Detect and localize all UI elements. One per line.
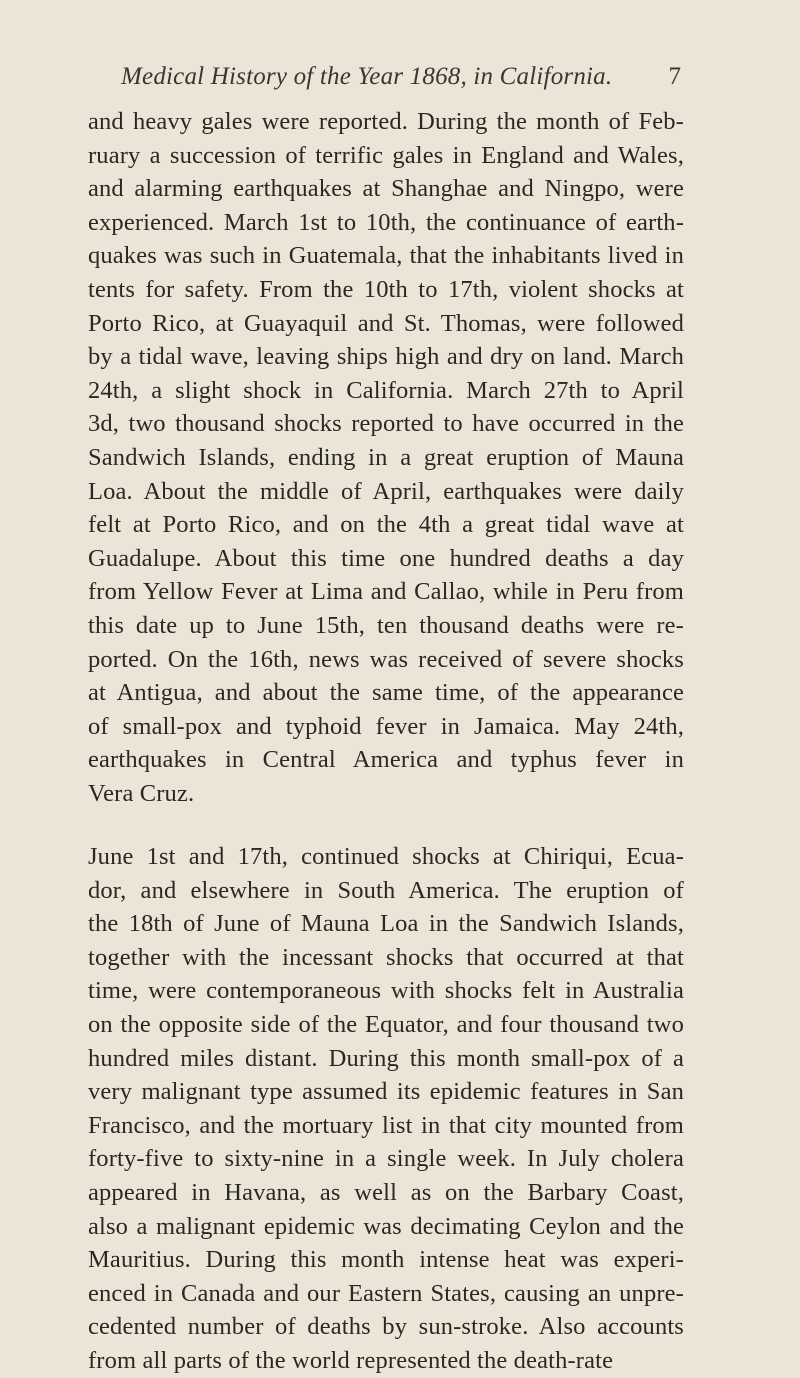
text-line: dor, and elsewhere in South America. The eruption of bbox=[88, 876, 684, 904]
text-line: very malignant type assumed its epidemic features in San bbox=[88, 1078, 684, 1106]
text-line: quakes was such in Guatemala, that the inhabitants lived in bbox=[88, 242, 684, 270]
text-line: Francisco, and the mortuary list in that city mounted from bbox=[88, 1111, 684, 1139]
text-line: 3d, two thousand shocks reported to have occurred in the bbox=[88, 410, 684, 438]
text-line: Vera Cruz. bbox=[88, 779, 195, 807]
text-line: time, were contemporaneous with shocks felt in Australia bbox=[88, 977, 684, 1005]
text-line: June 1st and 17th, continued shocks at Chiriqui, Ecua- bbox=[88, 843, 684, 870]
text-line: together with the incessant shocks that occurred at that bbox=[88, 943, 684, 971]
paragraph-2 bbox=[88, 840, 684, 1378]
text-line: from Yellow Fever at Lima and Callao, while in Peru from bbox=[88, 578, 684, 606]
running-head-title: Medical History of the Year 1868, in California. bbox=[121, 63, 613, 90]
text-line: felt at Porto Rico, and on the 4th a great tidal wave at bbox=[88, 511, 684, 539]
running-head bbox=[121, 62, 681, 92]
text-line: Mauritius. During this month intense heat was experi- bbox=[88, 1246, 684, 1274]
text-line: of small-pox and typhoid fever in Jamaica. May 24th, bbox=[88, 712, 684, 740]
text-line: Porto Rico, at Guayaquil and St. Thomas, were followed bbox=[88, 309, 684, 337]
text-line: from all parts of the world represented the death-rate bbox=[88, 1346, 614, 1374]
text-line: at Antigua, and about the same time, of the appearance bbox=[88, 679, 684, 707]
text-line: experienced. March 1st to 10th, the continuance of earth- bbox=[88, 208, 684, 236]
text-line: appeared in Havana, as well as on the Barbary Coast, bbox=[88, 1178, 684, 1206]
text-line: and alarming earthquakes at Shanghae and Ningpo, were bbox=[88, 175, 684, 203]
text-line: ruary a succession of terrific gales in England and Wales, bbox=[88, 141, 684, 169]
text-line: on the opposite side of the Equator, and four thousand two bbox=[88, 1010, 684, 1038]
text-line: ported. On the 16th, news was received of severe shocks bbox=[88, 645, 684, 673]
page-number: 7 bbox=[668, 63, 681, 90]
text-line: Loa. About the middle of April, earthquakes were daily bbox=[88, 477, 684, 505]
text-line: 24th, a slight shock in California. March 27th to April bbox=[88, 376, 684, 404]
text-line: the 18th of June of Mauna Loa in the Sandwich Islands, bbox=[88, 910, 684, 938]
text-line: cedented number of deaths by sun-stroke. Also accounts bbox=[88, 1313, 684, 1341]
text-line: by a tidal wave, leaving ships high and dry on land. March bbox=[88, 343, 684, 371]
text-line: this date up to June 15th, ten thousand deaths were re- bbox=[88, 611, 684, 639]
text-line: Guadalupe. About this time one hundred deaths a day bbox=[88, 544, 684, 572]
text-line: forty-five to sixty-nine in a single week. In July cholera bbox=[88, 1145, 684, 1173]
text-line: enced in Canada and our Eastern States, causing an unpre- bbox=[88, 1279, 684, 1307]
text-line: hundred miles distant. During this month small-pox of a bbox=[88, 1044, 684, 1072]
text-line: also a malignant epidemic was decimating Ceylon and the bbox=[88, 1212, 684, 1240]
text-line: and heavy gales were reported. During the month of Feb- bbox=[88, 108, 684, 135]
text-line: tents for safety. From the 10th to 17th, violent shocks at bbox=[88, 275, 684, 303]
text-line: Sandwich Islands, ending in a great eruption of Mauna bbox=[88, 443, 684, 471]
text-line: earthquakes in Central America and typhus fever in bbox=[88, 746, 684, 774]
paragraph-1 bbox=[88, 105, 684, 810]
